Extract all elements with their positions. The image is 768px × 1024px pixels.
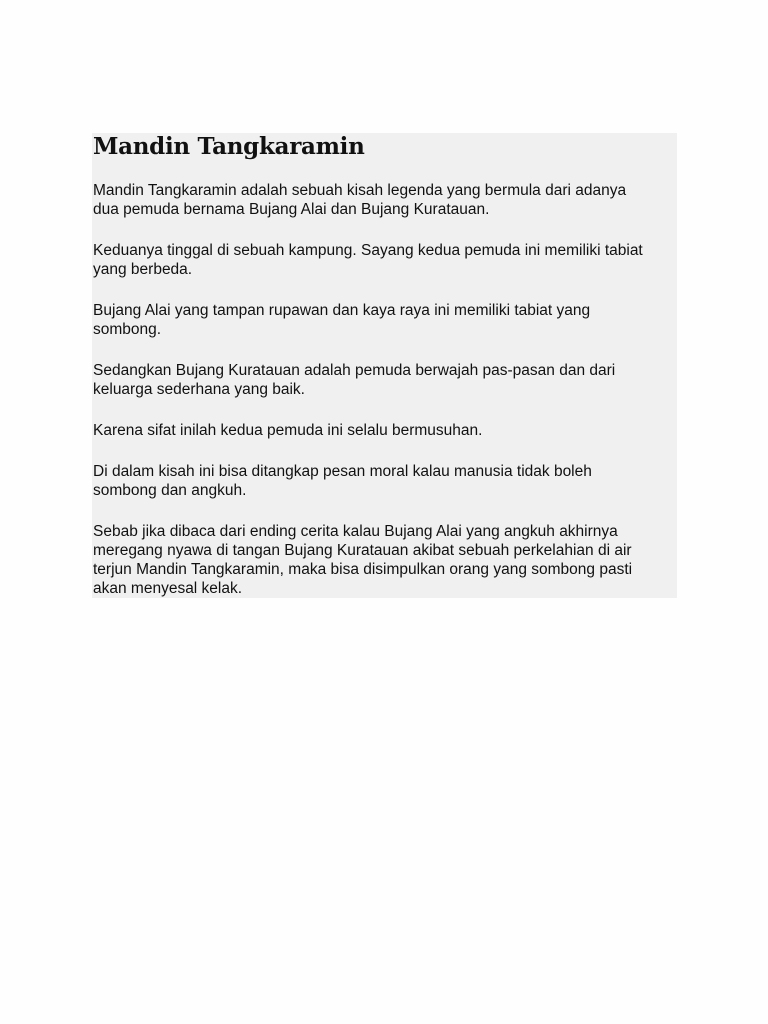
document-title: Mandin Tangkaramin (93, 133, 365, 160)
document-paragraph: Sedangkan Bujang Kuratauan adalah pemuda berwajah pas-pasan dan dari keluarga sederhana yang baik. (93, 362, 616, 398)
document-paragraph: Sebab jika dibaca dari ending cerita kalau Bujang Alai yang angkuh akhirnya meregang nyawa di tangan Bujang Kuratauan akibat sebuah perkelahian di air terjun Mandin Tangkaramin, maka bisa disimpulkan orang yang sombong pasti akan menyesal kelak. (93, 523, 633, 597)
document-paragraph: Keduanya tinggal di sebuah kampung. Sayang kedua pemuda ini memiliki tabiat yang berbeda. (93, 242, 643, 278)
document-paragraph: Mandin Tangkaramin adalah sebuah kisah legenda yang bermula dari adanya dua pemuda bernama Bujang Alai dan Bujang Kuratauan. (93, 182, 627, 218)
document-paragraph: Di dalam kisah ini bisa ditangkap pesan moral kalau manusia tidak boleh sombong dan angkuh. (93, 463, 592, 499)
document-paragraph: Karena sifat inilah kedua pemuda ini selalu bermusuhan. (93, 422, 483, 439)
document-paragraph: Bujang Alai yang tampan rupawan dan kaya raya ini memiliki tabiat yang sombong. (93, 302, 591, 338)
document-content-block (92, 133, 677, 598)
